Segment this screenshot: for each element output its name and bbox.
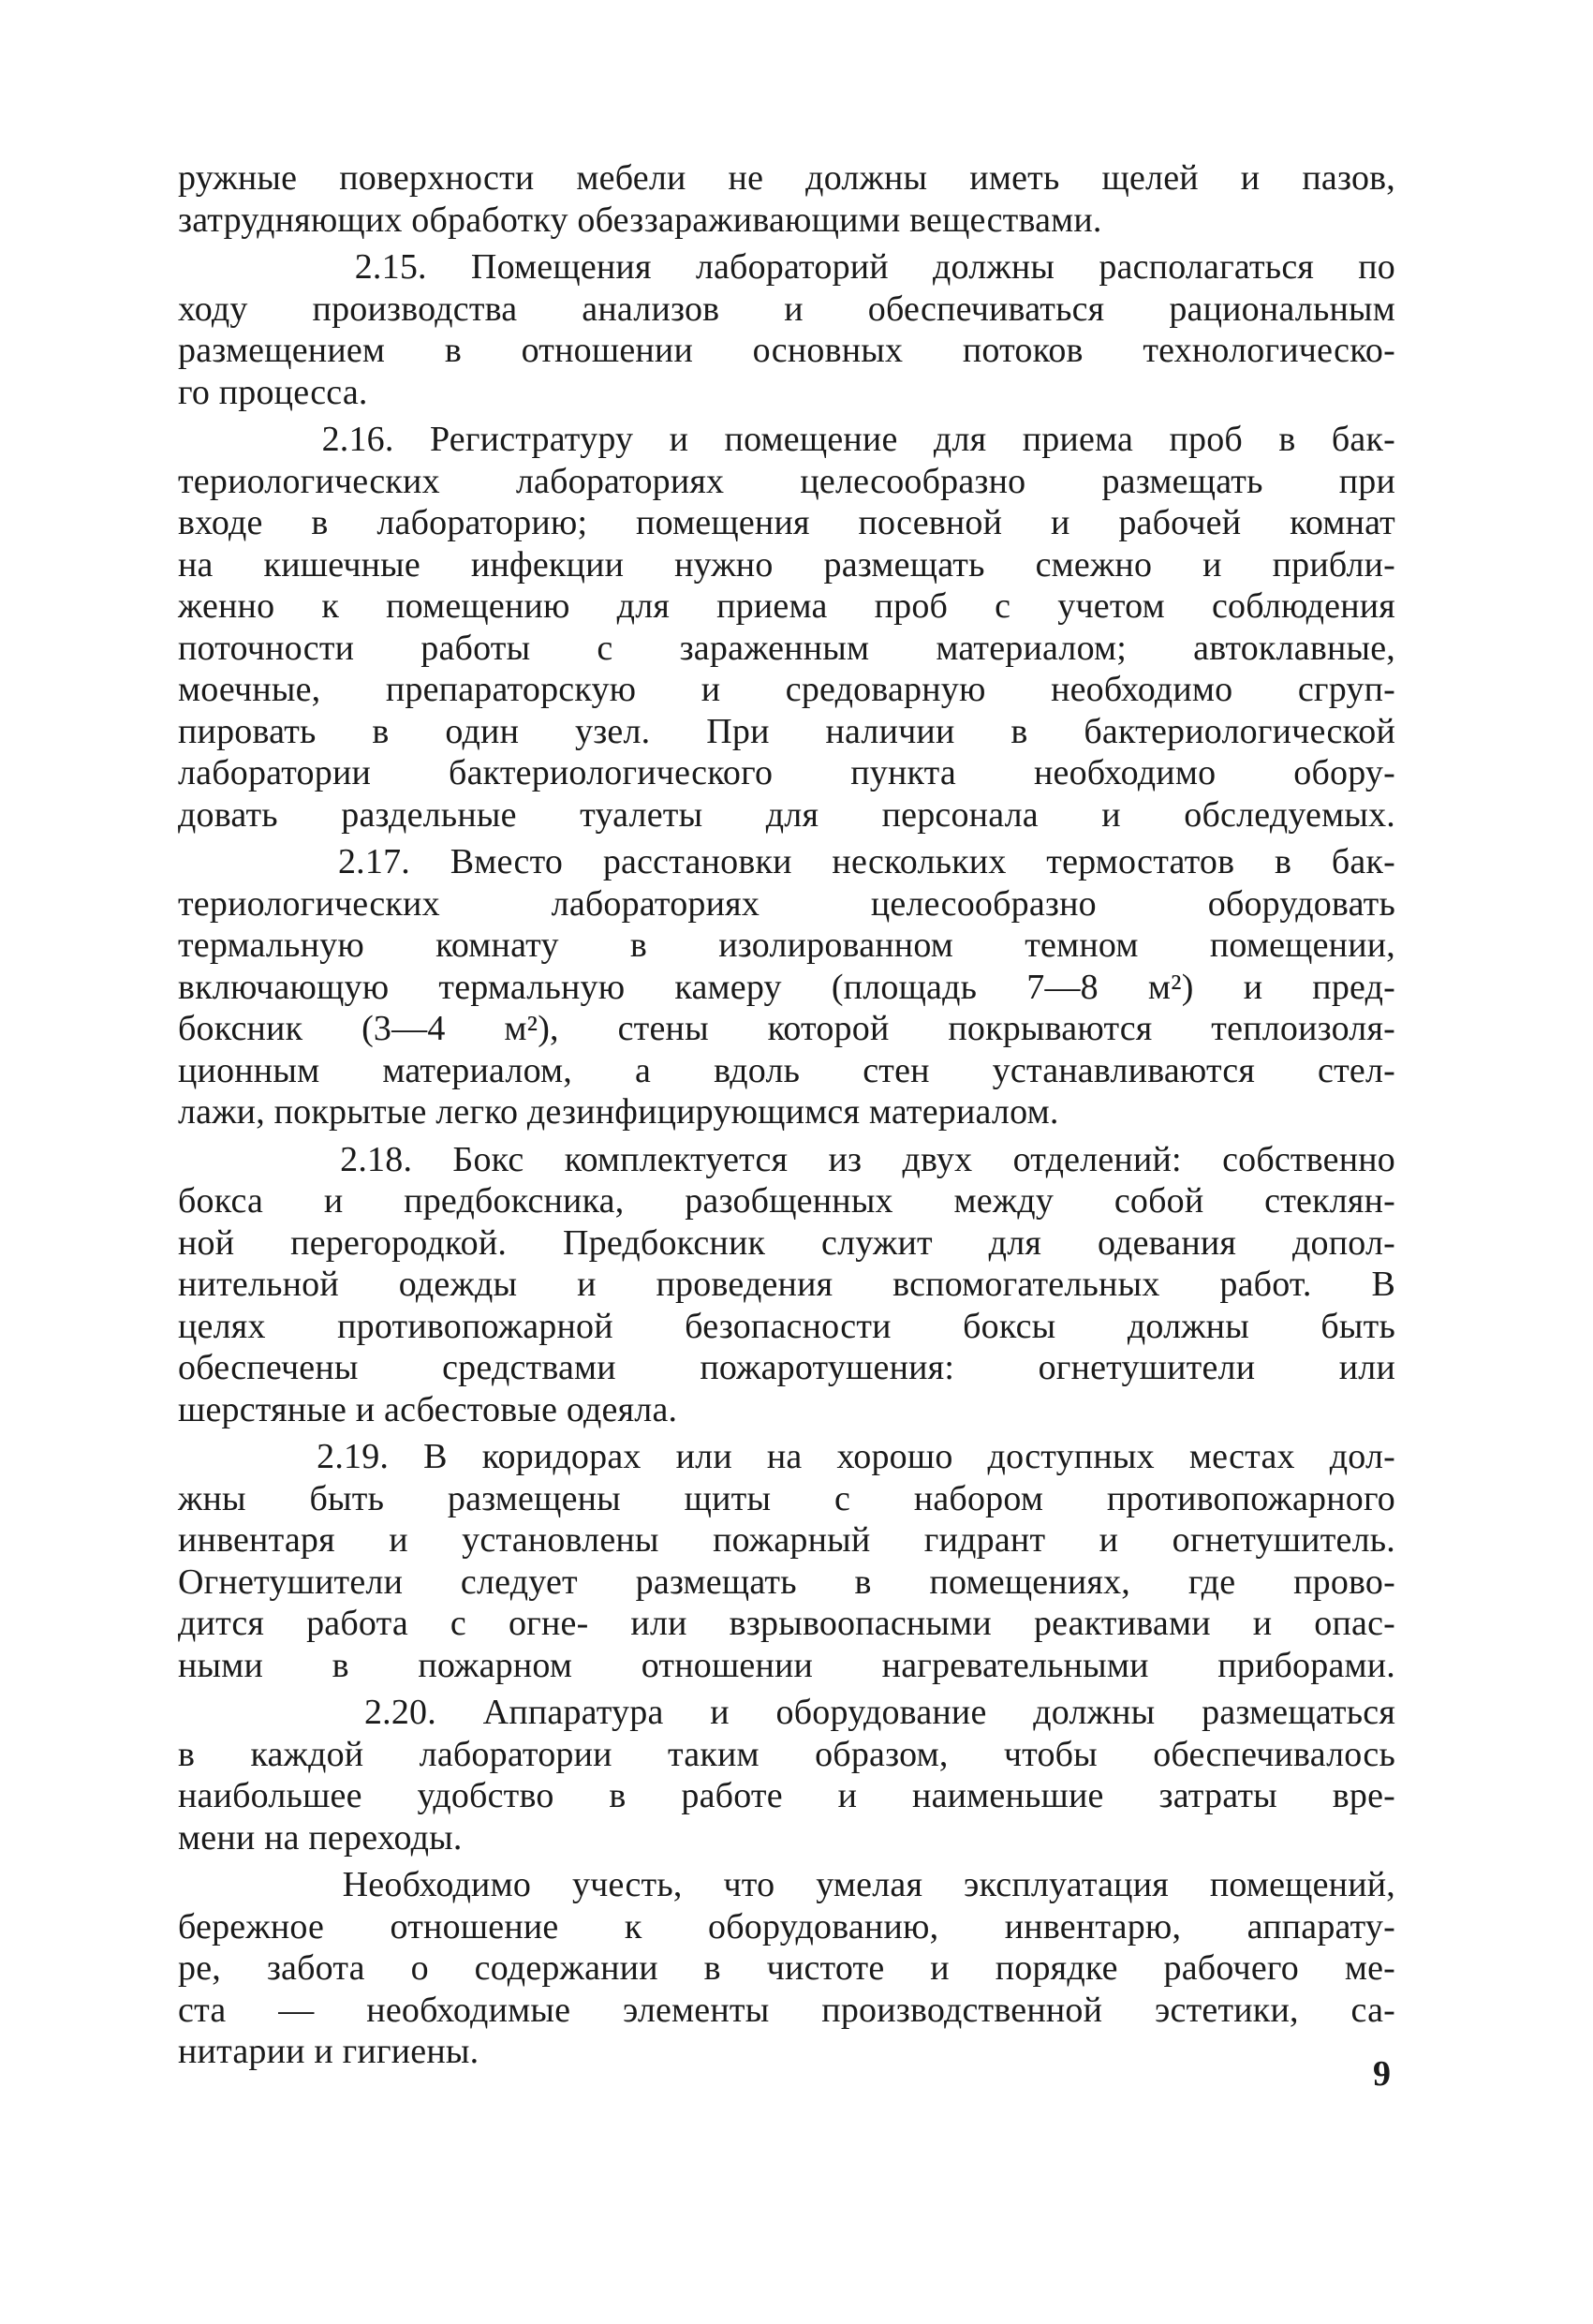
text-line: Необходимо учесть, что умелая эксплуатация помещений, [178,1865,1395,1904]
text-line: ходу производства анализов и обеспечиваться рациональным [178,289,1395,329]
text-line: поточности работы с зараженным материалом; автоклавные, [178,628,1395,668]
text-line: на кишечные инфекции нужно размещать смежно и прибли- [178,544,1395,585]
text-line: бокса и предбоксника, разобщенных между собой стеклян- [178,1181,1395,1221]
text-line: бережное отношение к оборудованию, инвентарю, аппарату- [178,1906,1395,1947]
text-line: дится работа с огне- или взрывоопасными реактивами и опас- [178,1604,1395,1643]
text-line: жны быть размещены щиты с набором противопожарного [178,1478,1395,1518]
paragraph-2-15 [178,246,1395,413]
text-line: 2.20. Аппаратура и оборудование должны размещаться [178,1693,1395,1732]
paragraph-2-16 [178,419,1395,836]
text-line: нительной одежды и проведения вспомогательных работ. В [178,1265,1395,1304]
page-number: 9 [1373,2054,1391,2094]
text-line: пировать в один узел. При наличии в бактериологической [178,711,1395,751]
text-line: мени на переходы. [178,1817,463,1858]
text-line: в каждой лаборатории таким образом, чтобы обеспечивалось [178,1734,1395,1774]
text-line: обеспечены средствами пожаротушения: огнетушители или [178,1348,1395,1387]
text-line: боксник (3—4 м²), стены которой покрываются теплоизоля- [178,1009,1395,1048]
text-line: наибольшее удобство в работе и наименьшие затраты вре- [178,1776,1395,1815]
text-line: входе в лабораторию; помещения посевной и рабочей комнат [178,503,1395,542]
text-line: нитарии и гигиены. [178,2032,479,2071]
paragraph-continuation [178,157,1395,241]
document-body [178,157,1395,2073]
text-line: лаборатории бактериологического пункта необходимо обору- [178,753,1395,792]
text-line: ционным материалом, а вдоль стен устанавливаются стел- [178,1050,1395,1090]
text-line: лажи, покрытые легко дезинфицирующимся материалом. [178,1092,1059,1132]
text-line: моечные, препараторскую и средоварную необходимо сгруп- [178,670,1395,709]
text-line: целях противопожарной безопасности боксы должны быть [178,1306,1395,1346]
text-line: ными в пожарном отношении нагревательными приборами. [178,1645,1395,1685]
text-line: Огнетушители следует размещать в помещениях, где прово- [178,1562,1395,1602]
text-line: 2.17. Вместо расстановки нескольких термостатов в бак- [178,842,1395,881]
paragraph-final [178,1864,1395,2073]
text-line: довать раздельные туалеты для персонала и обследуемых. [178,794,1395,835]
text-line: термальную комнату в изолированном темном помещении, [178,925,1395,965]
text-line: териологических лабораториях целесообразно оборудовать [178,883,1395,924]
text-line: 2.18. Бокс комплектуется из двух отделений: собственно [178,1139,1395,1179]
paragraph-2-20 [178,1692,1395,1858]
text-line: 2.19. В коридорах или на хорошо доступных местах дол- [178,1437,1395,1476]
text-line: териологических лабораториях целесообразно размещать при [178,461,1395,501]
paragraph-2-17 [178,841,1395,1133]
paragraph-2-18 [178,1139,1395,1431]
text-line: ста — необходимые элементы производственной эстетики, са- [178,1990,1395,2030]
text-line: ре, забота о содержании в чистоте и порядке рабочего ме- [178,1948,1395,1988]
text-line: включающую термальную камеру (площадь 7—8 м²) и пред- [178,967,1395,1007]
text-line: шерстяные и асбестовые одеяла. [178,1389,678,1429]
text-line: размещением в отношении основных потоков технологическо- [178,331,1395,370]
text-line: затрудняющих обработку обеззараживающими веществами. [178,200,1102,240]
text-line: 2.16. Регистратуру и помещение для приема проб в бак- [178,420,1395,459]
text-line: 2.15. Помещения лабораторий должны располагаться по [178,247,1395,287]
text-line: женно к помещению для приема проб с учетом соблюдения [178,586,1395,626]
text-line: го процесса. [178,372,368,412]
text-line: инвентаря и установлены пожарный гидрант и огнетушитель. [178,1520,1395,1560]
text-line: ной перегородкой. Предбоксник служит для одевания допол- [178,1222,1395,1263]
paragraph-2-19 [178,1436,1395,1686]
text-line: ружные поверхности мебели не должны иметь щелей и пазов, [178,158,1395,198]
